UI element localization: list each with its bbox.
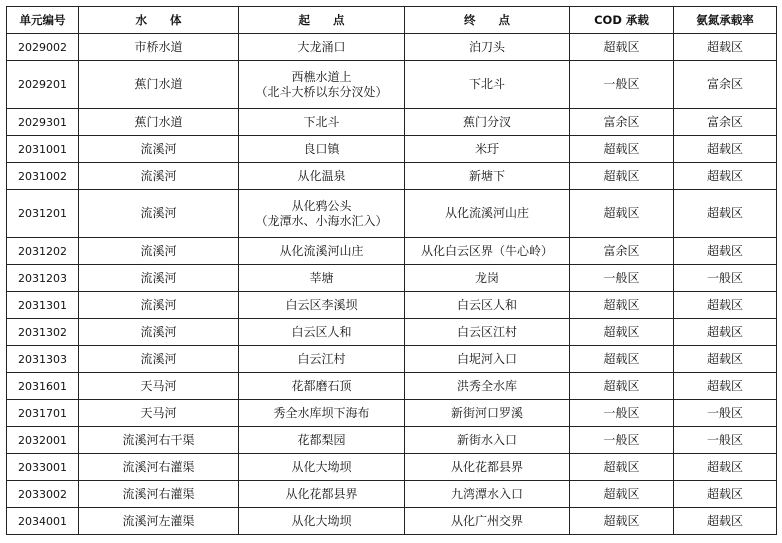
cell-cod-load: 超载区 bbox=[570, 346, 674, 373]
cell-end-point: 白云区江村 bbox=[405, 319, 570, 346]
cell-unit-id: 2033002 bbox=[7, 481, 79, 508]
cell-ammonia-load: 一般区 bbox=[674, 265, 777, 292]
cell-unit-id: 2031303 bbox=[7, 346, 79, 373]
cell-start-point bbox=[239, 34, 405, 61]
start-point-line: 花都梨园 bbox=[297, 432, 346, 447]
cell-end-point: 新街水入口 bbox=[405, 427, 570, 454]
cell-cod-load: 超载区 bbox=[570, 163, 674, 190]
cell-unit-id: 2029201 bbox=[7, 61, 79, 109]
cell-end-point: 从化广州交界 bbox=[405, 508, 570, 535]
start-point-line: 从化温泉 bbox=[297, 168, 346, 183]
table-page bbox=[6, 6, 776, 535]
cell-ammonia-load: 富余区 bbox=[674, 109, 777, 136]
cell-end-point: 白坭河入口 bbox=[405, 346, 570, 373]
cell-water-body: 流溪河 bbox=[79, 163, 239, 190]
cell-ammonia-load: 超载区 bbox=[674, 373, 777, 400]
table-row bbox=[7, 481, 777, 508]
start-point-line: 从化花都县界 bbox=[285, 486, 358, 501]
header-start-point: 起 点 bbox=[239, 7, 405, 34]
cell-end-point: 从化花都县界 bbox=[405, 454, 570, 481]
start-point-line: （北斗大桥以东分汊处） bbox=[255, 84, 388, 99]
cell-water-body: 流溪河 bbox=[79, 238, 239, 265]
cell-start-point bbox=[239, 427, 405, 454]
cell-end-point: 从化白云区界（牛心岭） bbox=[405, 238, 570, 265]
start-point-line: 从化大坳坝 bbox=[291, 459, 352, 474]
cell-cod-load: 一般区 bbox=[570, 427, 674, 454]
table-row bbox=[7, 427, 777, 454]
cell-ammonia-load: 超载区 bbox=[674, 346, 777, 373]
cell-unit-id: 2031701 bbox=[7, 400, 79, 427]
cell-end-point: 下北斗 bbox=[405, 61, 570, 109]
table-row bbox=[7, 190, 777, 238]
cell-start-point bbox=[239, 319, 405, 346]
cell-unit-id: 2031601 bbox=[7, 373, 79, 400]
cell-end-point: 新街河口罗溪 bbox=[405, 400, 570, 427]
cell-water-body: 流溪河右灌渠 bbox=[79, 481, 239, 508]
cell-start-point bbox=[239, 265, 405, 292]
cell-cod-load: 超载区 bbox=[570, 319, 674, 346]
cell-unit-id: 2031202 bbox=[7, 238, 79, 265]
cell-unit-id: 2029301 bbox=[7, 109, 79, 136]
cell-unit-id: 2032001 bbox=[7, 427, 79, 454]
cell-water-body: 流溪河 bbox=[79, 190, 239, 238]
cell-water-body: 蕉门水道 bbox=[79, 61, 239, 109]
cell-water-body: 流溪河 bbox=[79, 136, 239, 163]
cell-water-body: 天马河 bbox=[79, 373, 239, 400]
cell-cod-load: 超载区 bbox=[570, 508, 674, 535]
table-row bbox=[7, 61, 777, 109]
cell-cod-load: 超载区 bbox=[570, 373, 674, 400]
cell-start-point bbox=[239, 400, 405, 427]
cell-ammonia-load: 一般区 bbox=[674, 427, 777, 454]
cell-start-point bbox=[239, 346, 405, 373]
table-body bbox=[7, 34, 777, 535]
cell-unit-id: 2031302 bbox=[7, 319, 79, 346]
start-point-line: 从化大坳坝 bbox=[291, 513, 352, 528]
cell-ammonia-load: 超载区 bbox=[674, 238, 777, 265]
cell-start-point bbox=[239, 163, 405, 190]
cell-start-point bbox=[239, 61, 405, 109]
table-row bbox=[7, 454, 777, 481]
cell-end-point: 米玗 bbox=[405, 136, 570, 163]
cell-unit-id: 2031002 bbox=[7, 163, 79, 190]
cell-start-point bbox=[239, 109, 405, 136]
cell-start-point bbox=[239, 508, 405, 535]
cell-ammonia-load: 超载区 bbox=[674, 319, 777, 346]
table-row bbox=[7, 163, 777, 190]
cell-unit-id: 2031301 bbox=[7, 292, 79, 319]
cell-unit-id: 2033001 bbox=[7, 454, 79, 481]
start-point-line: 从化鸦公头 bbox=[291, 198, 352, 213]
start-point-line: 下北斗 bbox=[303, 114, 340, 129]
start-point-line: 白云江村 bbox=[297, 351, 346, 366]
cell-water-body: 流溪河 bbox=[79, 346, 239, 373]
header-end-point: 终 点 bbox=[405, 7, 570, 34]
cell-cod-load: 超载区 bbox=[570, 190, 674, 238]
cell-water-body: 流溪河 bbox=[79, 265, 239, 292]
cell-start-point bbox=[239, 373, 405, 400]
cell-start-point bbox=[239, 454, 405, 481]
table-row bbox=[7, 346, 777, 373]
cell-ammonia-load: 富余区 bbox=[674, 61, 777, 109]
cell-end-point: 九湾潭水入口 bbox=[405, 481, 570, 508]
cell-water-body: 流溪河右灌渠 bbox=[79, 454, 239, 481]
cell-end-point: 龙岗 bbox=[405, 265, 570, 292]
table-row bbox=[7, 109, 777, 136]
cell-start-point bbox=[239, 136, 405, 163]
cell-ammonia-load: 超载区 bbox=[674, 292, 777, 319]
start-point-line: 大龙涌口 bbox=[297, 39, 346, 54]
start-point-line: （龙潭水、小海水汇入） bbox=[255, 213, 388, 228]
cell-ammonia-load: 一般区 bbox=[674, 400, 777, 427]
start-point-line: 白云区李溪坝 bbox=[285, 297, 358, 312]
cell-start-point bbox=[239, 190, 405, 238]
cell-cod-load: 富余区 bbox=[570, 238, 674, 265]
cell-ammonia-load: 超载区 bbox=[674, 508, 777, 535]
cell-ammonia-load: 超载区 bbox=[674, 136, 777, 163]
start-point-line: 良口镇 bbox=[303, 141, 340, 156]
cell-water-body: 天马河 bbox=[79, 400, 239, 427]
table-row bbox=[7, 136, 777, 163]
cell-start-point bbox=[239, 292, 405, 319]
cell-water-body: 流溪河左灌渠 bbox=[79, 508, 239, 535]
cell-end-point: 从化流溪河山庄 bbox=[405, 190, 570, 238]
cell-water-body: 蕉门水道 bbox=[79, 109, 239, 136]
water-unit-table bbox=[6, 6, 777, 535]
header-cod-load: COD 承载 bbox=[570, 7, 674, 34]
cell-water-body: 市桥水道 bbox=[79, 34, 239, 61]
cell-water-body: 流溪河 bbox=[79, 292, 239, 319]
cell-cod-load: 富余区 bbox=[570, 109, 674, 136]
cell-end-point: 新塘下 bbox=[405, 163, 570, 190]
table-row bbox=[7, 34, 777, 61]
cell-start-point bbox=[239, 481, 405, 508]
cell-end-point: 洪秀全水库 bbox=[405, 373, 570, 400]
cell-end-point: 白云区人和 bbox=[405, 292, 570, 319]
start-point-line: 西樵水道上 bbox=[291, 69, 352, 84]
start-point-line: 花都磨石顶 bbox=[291, 378, 352, 393]
cell-ammonia-load: 超载区 bbox=[674, 163, 777, 190]
start-point-line: 莘塘 bbox=[309, 270, 334, 285]
cell-unit-id: 2034001 bbox=[7, 508, 79, 535]
cell-water-body: 流溪河 bbox=[79, 319, 239, 346]
cell-ammonia-load: 超载区 bbox=[674, 454, 777, 481]
cell-ammonia-load: 超载区 bbox=[674, 34, 777, 61]
table-row bbox=[7, 400, 777, 427]
start-point-line: 秀全水库坝下海布 bbox=[273, 405, 370, 420]
cell-cod-load: 超载区 bbox=[570, 454, 674, 481]
cell-unit-id: 2031201 bbox=[7, 190, 79, 238]
cell-unit-id: 2031001 bbox=[7, 136, 79, 163]
table-row bbox=[7, 292, 777, 319]
cell-cod-load: 一般区 bbox=[570, 61, 674, 109]
cell-cod-load: 一般区 bbox=[570, 400, 674, 427]
cell-cod-load: 超载区 bbox=[570, 136, 674, 163]
cell-cod-load: 超载区 bbox=[570, 292, 674, 319]
cell-cod-load: 超载区 bbox=[570, 34, 674, 61]
header-ammonia-load: 氨氮承载率 bbox=[674, 7, 777, 34]
header-unit-id: 单元编号 bbox=[7, 7, 79, 34]
cell-ammonia-load: 超载区 bbox=[674, 481, 777, 508]
table-row bbox=[7, 265, 777, 292]
cell-end-point: 蕉门分汊 bbox=[405, 109, 570, 136]
cell-cod-load: 超载区 bbox=[570, 481, 674, 508]
table-row bbox=[7, 373, 777, 400]
cell-end-point: 泊刀头 bbox=[405, 34, 570, 61]
cell-water-body: 流溪河右干渠 bbox=[79, 427, 239, 454]
cell-start-point bbox=[239, 238, 405, 265]
cell-unit-id: 2029002 bbox=[7, 34, 79, 61]
cell-unit-id: 2031203 bbox=[7, 265, 79, 292]
table-header bbox=[7, 7, 777, 34]
cell-cod-load: 一般区 bbox=[570, 265, 674, 292]
table-row bbox=[7, 508, 777, 535]
table-row bbox=[7, 238, 777, 265]
start-point-line: 从化流溪河山庄 bbox=[279, 243, 364, 258]
start-point-line: 白云区人和 bbox=[291, 324, 352, 339]
table-row bbox=[7, 319, 777, 346]
header-water-body: 水 体 bbox=[79, 7, 239, 34]
cell-ammonia-load: 超载区 bbox=[674, 190, 777, 238]
